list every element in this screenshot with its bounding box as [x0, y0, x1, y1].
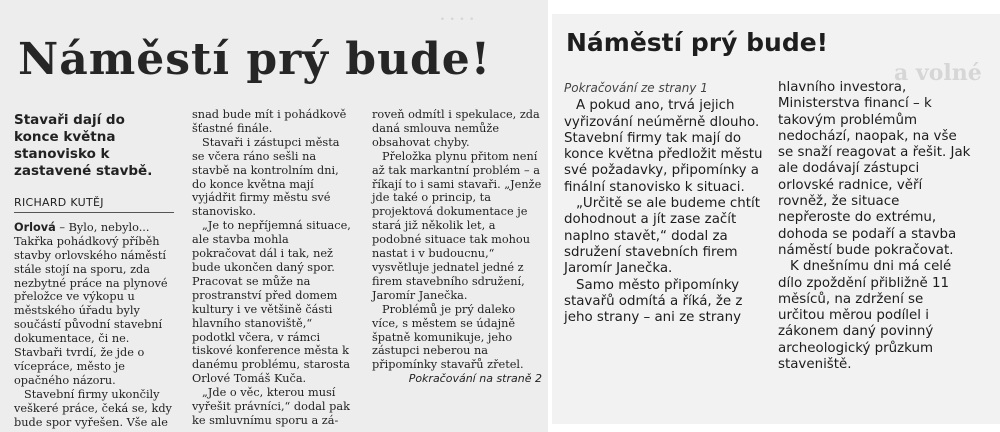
paragraph: „Určitě se ale budeme chtít dohodnout a jít zase začít naplno stavět,“ dodal za sdružení stavebních firem Jaromír Janečka. — [564, 196, 761, 277]
bleed-through-text: . . . . — [440, 8, 475, 24]
column-1 — [564, 80, 764, 326]
byline: RICHARD KUTĚJ — [14, 196, 174, 213]
bleed-through-text: a volné — [894, 60, 982, 86]
paragraph: „Je to nepříjemná situace, ale stavba mohla pokračovat dál i tak, než bude ukončen daný spor. Pracovat se může na prostranství před domem kultury i ve většině části hlavního stanoviště,“ podotkl včera, v rámci tiskové konference města k danému problému, starosta Orlové Tomáš Kuča. — [192, 219, 351, 386]
paragraph: Samo město připomínky stavařů odmítá a říká, že z jeho strany – ani ze strany — [564, 277, 743, 326]
paragraph: Stavaři i zástupci města se včera ráno sešli na stavbě na kontrolním dni, do konce května mají vyjádřit firmy městu své stanovisko. — [192, 135, 340, 219]
newspaper-clipping-2 — [552, 14, 1000, 424]
paragraph: Přeložka plynu přitom není až tak markantní problém – a říkají to i sami stavaři. „Jenže jde také o princip, ta projektová dokumentace je stará již několik let, a podobné situace tak mohou nastat i v budoucnu,“ vysvětluje jednatel jedné z firem stavebního sdružení, Jaromír Janečka. — [372, 149, 542, 302]
lead-text: – Bylo, nebylo... Takřka pohádkový příběh stavby orlovského náměstí stále stojí na sporu, zda nezbytné práce na plynové přeložce ve výkopu u městského úřadu byly součástí původní stavební dokumentace, či ne. Stavbaři tvrdí, že jde o vícepráce, město je opačného názoru. — [14, 220, 168, 387]
continued-note: Pokračování na straně 2 — [408, 372, 542, 386]
paragraph: Stavební firmy ukončily veškeré práce, čeká se, kdy bude spor vyřešen. Vše ale — [14, 387, 172, 429]
lead-paragraph — [14, 221, 174, 388]
column-3 — [372, 108, 542, 386]
column-2 — [778, 80, 974, 373]
continued-from-note: Pokračování ze strany 1 — [564, 81, 708, 95]
headline: Náměstí prý bude! — [566, 28, 829, 57]
paragraph: „Jde o věc, kterou musí vyřešit právníci,“ dodal pak ke smluvnímu sporu a zá- — [192, 386, 350, 427]
paragraph: K dnešnímu dni má celé dílo zpoždění přibližně 11 měsíců, na zdržení se určitou měrou podílel i zákonem daný povinný archeologický průzkum staveniště. — [778, 259, 952, 373]
paragraph: snad bude mít i pohádkově šťastné finále. — [192, 108, 347, 135]
deck: Stavaři dají do konce května stanovisko k zastavené stavbě. — [14, 112, 153, 179]
column-1 — [14, 112, 174, 430]
headline: Náměstí prý bude! — [18, 34, 492, 85]
dateline: Orlová — [14, 220, 56, 234]
paragraph: Problémů je prý daleko více, s městem se údajně špatně komunikuje, jeho zástupci neberou na připomínky stavařů zřetel. — [372, 302, 524, 372]
column-2 — [192, 108, 354, 428]
paragraph: A pokud ano, trvá jejich vyřizování neúměrně dlouho. Stavební firmy tak mají do konce května předložit městu své požadavky, připomínky a finální stanovisko k situaci. — [564, 98, 763, 195]
paragraph: hlavního investora, Ministerstva financí – k takovým problémům nedochází, naopak, na vše se snaží reagovat a řešit. Jak ale dodávají zástupci orlovské radnice, věří rovněž, že situace nepřeroste do extrému, dohoda se podaří a stavba náměstí bude pokračovat. — [778, 80, 971, 258]
paragraph: roveň odmítl i spekulace, zda daná smlouva nemůže obsahovat chyby. — [372, 108, 540, 149]
